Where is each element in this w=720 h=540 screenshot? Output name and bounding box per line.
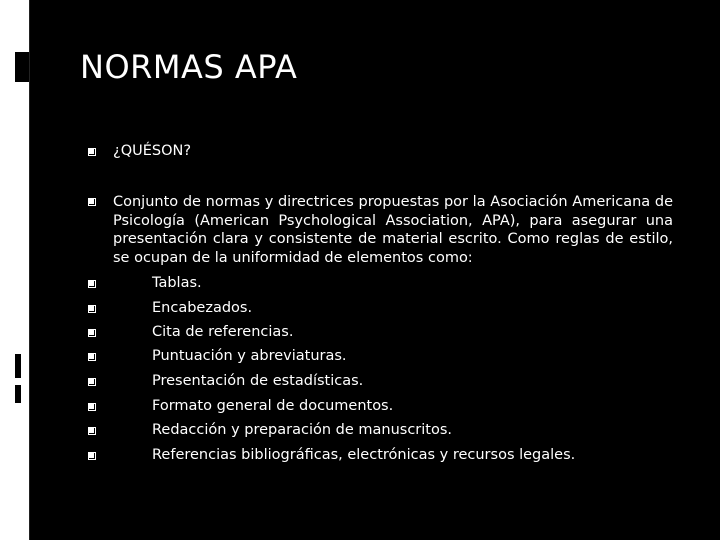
left-accent-mark bbox=[15, 385, 21, 403]
left-accent-mark bbox=[15, 354, 21, 378]
bullet-icon bbox=[88, 280, 96, 288]
list-item: Encabezados. bbox=[152, 300, 253, 316]
slide-title: NORMAS APA bbox=[80, 48, 298, 86]
list-item: Redacción y preparación de manuscritos. bbox=[152, 422, 453, 438]
list-item: Tablas. bbox=[152, 275, 202, 291]
list-item: Puntuación y abreviaturas. bbox=[152, 348, 347, 364]
question-text: ¿QUÉSON? bbox=[113, 143, 192, 159]
bullet-icon bbox=[88, 305, 96, 313]
definition-text: Conjunto de normas y directrices propuestas por la Asociación Americana de Psicología (American Psychological Association, APA), para asegurar una presentación clara y consistente de material escrito. Como reglas de estilo, se ocupan de la uniformidad de elementos como: bbox=[113, 194, 673, 266]
bullet-icon bbox=[88, 198, 96, 206]
list-item: Cita de referencias. bbox=[152, 324, 294, 340]
bullet-icon bbox=[88, 378, 96, 386]
list-item: Referencias bibliográficas, electrónicas y recursos legales. bbox=[152, 447, 576, 463]
bullet-icon bbox=[88, 148, 96, 156]
left-accent-block bbox=[15, 52, 29, 82]
left-decorative-strip bbox=[0, 0, 29, 540]
bullet-icon bbox=[88, 329, 96, 337]
list-item: Presentación de estadísticas. bbox=[152, 373, 364, 389]
bullet-icon bbox=[88, 427, 96, 435]
bullet-icon bbox=[88, 452, 96, 460]
divider bbox=[29, 0, 30, 540]
bullet-icon bbox=[88, 403, 96, 411]
list-item: Formato general de documentos. bbox=[152, 398, 394, 414]
bullet-icon bbox=[88, 353, 96, 361]
